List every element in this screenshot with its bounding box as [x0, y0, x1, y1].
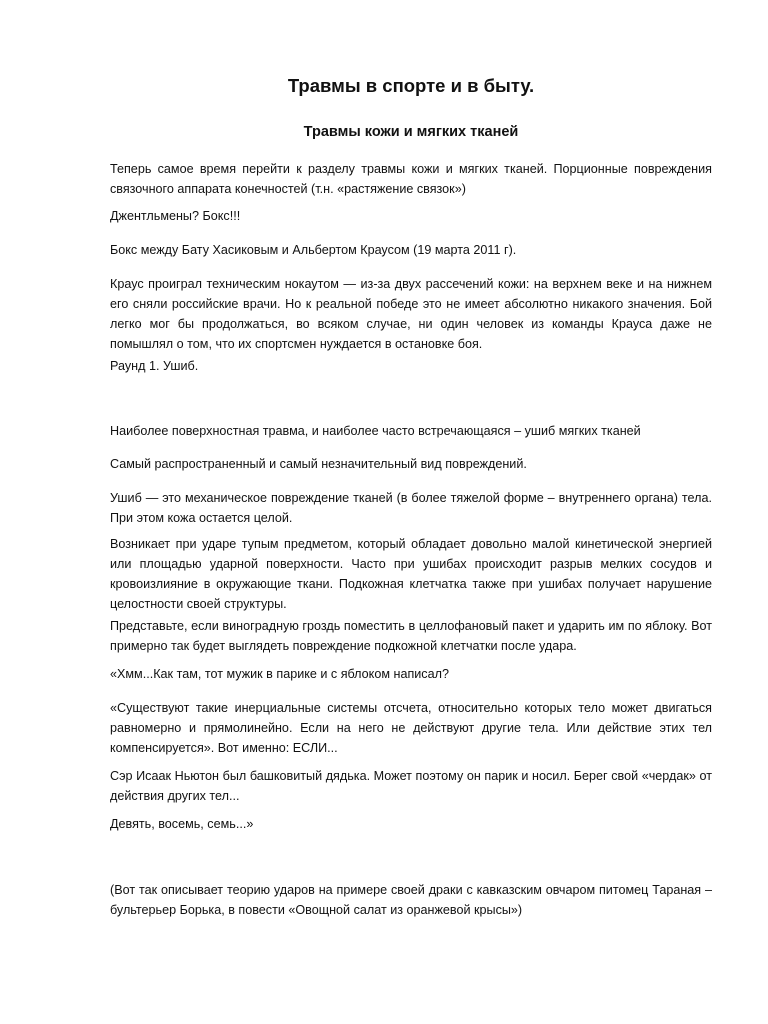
paragraph-inertial-systems: «Существуют такие инерциальные системы отсчета, относительно которых тело может двигаться равномерно и прямолинейно. Если на него не действуют другие тела. Или действие этих тел компенсируется». Вот именно: ЕСЛИ...	[110, 701, 712, 755]
paragraph-bruise-cause: Возникает при ударе тупым предметом, который обладает довольно малой кинетической энергией или площадью ударной поверхности. Часто при ушибах происходит разрыв мелких сосудов и кровоизлияние в окружающие ткани. Подкожная клетчатка также при ушибах получает нарушение целостности своей структуры.	[110, 537, 712, 611]
paragraph-boxing-match: Бокс между Бату Хасиковым и Альбертом Краусом (19 марта 2011 г).	[110, 243, 517, 257]
paragraph-hmm: «Хмм...Как там, тот мужик в парике и с яблоком написал?	[110, 667, 449, 681]
paragraph-round-1: Раунд 1. Ушиб.	[110, 359, 199, 373]
paragraph-source-note: (Вот так описывает теорию ударов на примере своей драки с кавказским овчаром питомец Таранaя – бультерьер Борька, в повести «Овощной салат из оранжевой крысы»)	[110, 883, 712, 917]
paragraph-countdown: Девять, восемь, семь...»	[110, 817, 254, 831]
paragraph-kraus: Краус проиграл техническим нокаутом — из-за двух рассечений кожи: на верхнем веке и на нижнем его сняли российские врачи. Но к реальной победе это не имеет абсолютно никакого значения. Бой легко мог бы продолжаться, во всяком случае, ни один человек из команды Крауса даже не помышлял о том, что их спортсмен нуждается в остановке боя.	[110, 277, 712, 351]
document-title: Травмы в спорте и в быту.	[287, 75, 535, 96]
paragraph-most-common: Самый распространенный и самый незначительный вид повреждений.	[110, 457, 527, 471]
paragraph-gentlemen: Джентльмены? Бокс!!!	[110, 209, 241, 223]
paragraph-intro: Теперь самое время перейти к разделу травмы кожи и мягких тканей. Порционные повреждения связочного аппарата конечностей (т.н. «растяжение связок»)	[110, 162, 712, 196]
paragraph-superficial-injury: Наиболее поверхностная травма, и наиболее часто встречающаяся – ушиб мягких тканей	[110, 424, 641, 438]
section-subtitle: Травмы кожи и мягких тканей	[303, 124, 519, 140]
paragraph-bruise-definition: Ушиб — это механическое повреждение тканей (в более тяжелой форме – внутреннего органа) тела. При этом кожа остается целой.	[110, 491, 712, 525]
paragraph-grape-analogy: Представьте, если виноградную гроздь поместить в целлофановый пакет и ударить им по яблоку. Вот примерно так будет выглядеть повреждение подкожной клетчатки после удара.	[110, 619, 712, 653]
document-page	[110, 0, 712, 1024]
paragraph-newton: Сэр Исаак Ньютон был башковитый дядька. Может поэтому он парик и носил. Берег свой «чердак» от действия других тел...	[110, 769, 712, 803]
